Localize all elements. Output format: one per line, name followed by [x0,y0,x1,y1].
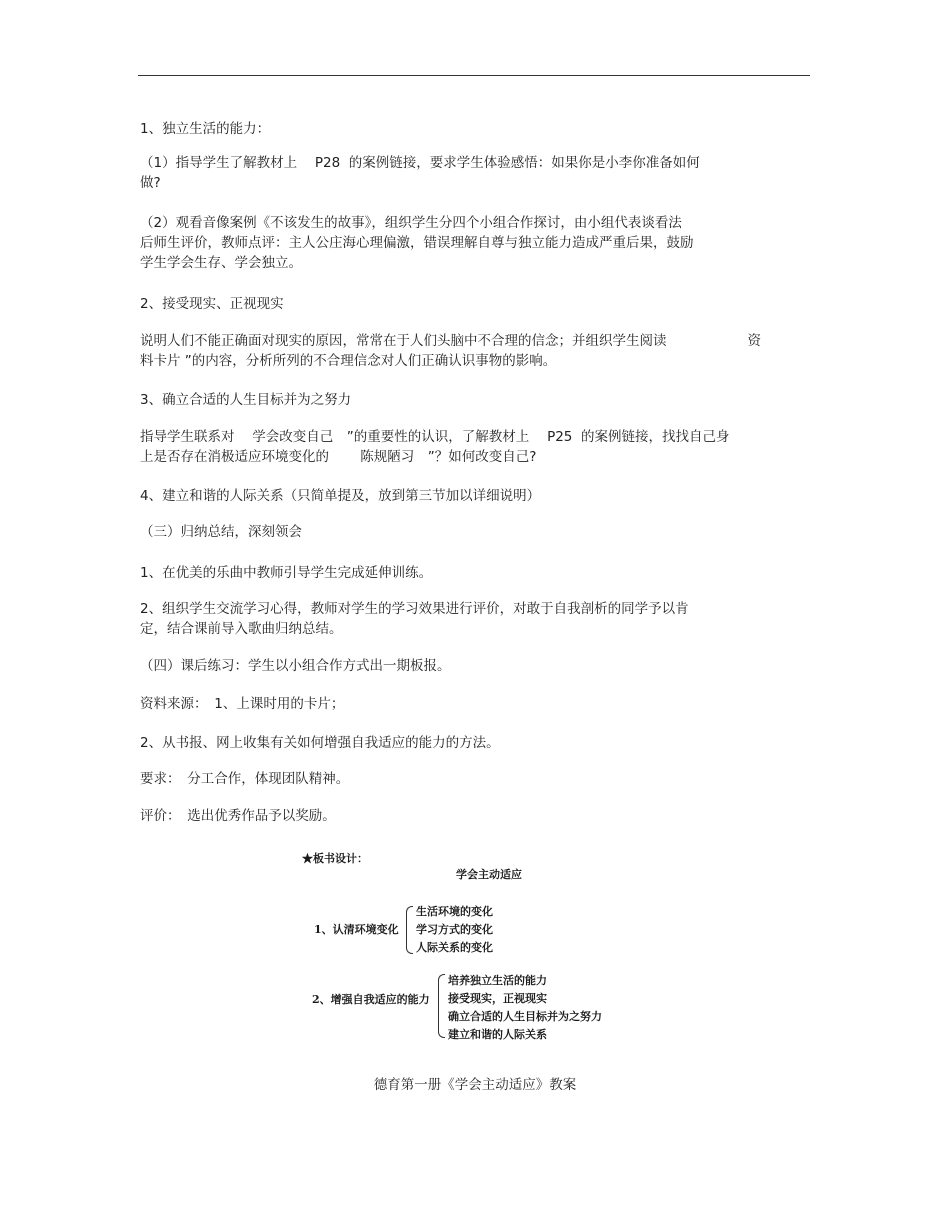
paragraph-13: 资料来源： 1、上课时用的卡片； [140,696,345,712]
board-section2-item: 接受现实，正视现实 [448,992,547,1005]
page-caption: 德育第一册《学会主动适应》教案 [373,1077,577,1093]
paragraph-9: （三）归纳总结，深刻领会 [140,524,302,540]
paragraph-12: （四）课后练习：学生以小组合作方式出一期板报。 [140,658,451,674]
paragraph-8: 4、建立和谐的人际关系（只简单提及，放到第三节加以详细说明） [140,488,541,504]
board-section1-item: 人际关系的变化 [416,941,493,954]
board-section2-item: 确立合适的人生目标并为之努力 [448,1010,602,1023]
paragraph-6: 3、确立合适的人生目标并为之努力 [140,392,352,408]
brace-icon [406,906,413,954]
paragraph-15: 要求： 分工合作，体现团队精神。 [140,771,350,787]
paragraph-11: 2、组织学生交流学习心得，教师对学生的学习效果进行评价，对敢于自我剖析的同学予以肯 定，结合课前导入歌曲归纳总结。 [140,601,689,637]
paragraph-1: 1、独立生活的能力： [140,121,271,137]
paragraph-7: 指导学生联系对 学会改变自己 ”的重要性的认识，了解教材上 P25 的案例链接，找找自己身 上是否存在消极适应环境变化的 陈规陋习 ”？如何改变自己? [140,429,730,465]
board-section2-item: 培养独立生活的能力 [448,974,547,987]
brace-icon [438,974,445,1038]
paragraph-2: （1）指导学生了解教材上 P28 的案例链接，要求学生体验感悟：如果你是小李你准备如何 做? [140,155,700,191]
paragraph-4: 2、接受现实、正视现实 [140,296,284,312]
board-section2-label: 2、增强自我适应的能力 [312,993,430,1006]
paragraph-10: 1、在优美的乐曲中教师引导学生完成延伸训练。 [140,565,433,581]
paragraph-3: （2）观看音像案例《不该发生的故事》，组织学生分四个小组合作探讨，由小组代表谈看法 后师生评价，教师点评：主人公庄海心理偏激，错误理解自尊与独立能力造成严重后果，鼓励 学生学会生存、学会独立。 [140,215,694,271]
board-section1-label: 1、认清环境变化 [314,923,399,936]
board-heading: ★板书设计： [302,852,368,865]
header-rule [138,75,810,76]
board-design-image [298,848,638,1048]
paragraph-5: 说明人们不能正确面对现实的原因，常常在于人们头脑中不合理的信念；并组织学生阅读 资 料卡片 ”的内容，分析所列的不合理信念对人们正确认识事物的影响。 [140,333,761,369]
board-section2-item: 建立和谐的人际关系 [448,1028,547,1041]
board-section1-item: 学习方式的变化 [416,923,493,936]
board-section1-item: 生活环境的变化 [416,905,493,918]
paragraph-16: 评价： 选出优秀作品予以奖励。 [140,808,336,824]
paragraph-14: 2、从书报、网上收集有关如何增强自我适应的能力的方法。 [140,735,500,751]
board-title: 学会主动适应 [456,868,522,881]
